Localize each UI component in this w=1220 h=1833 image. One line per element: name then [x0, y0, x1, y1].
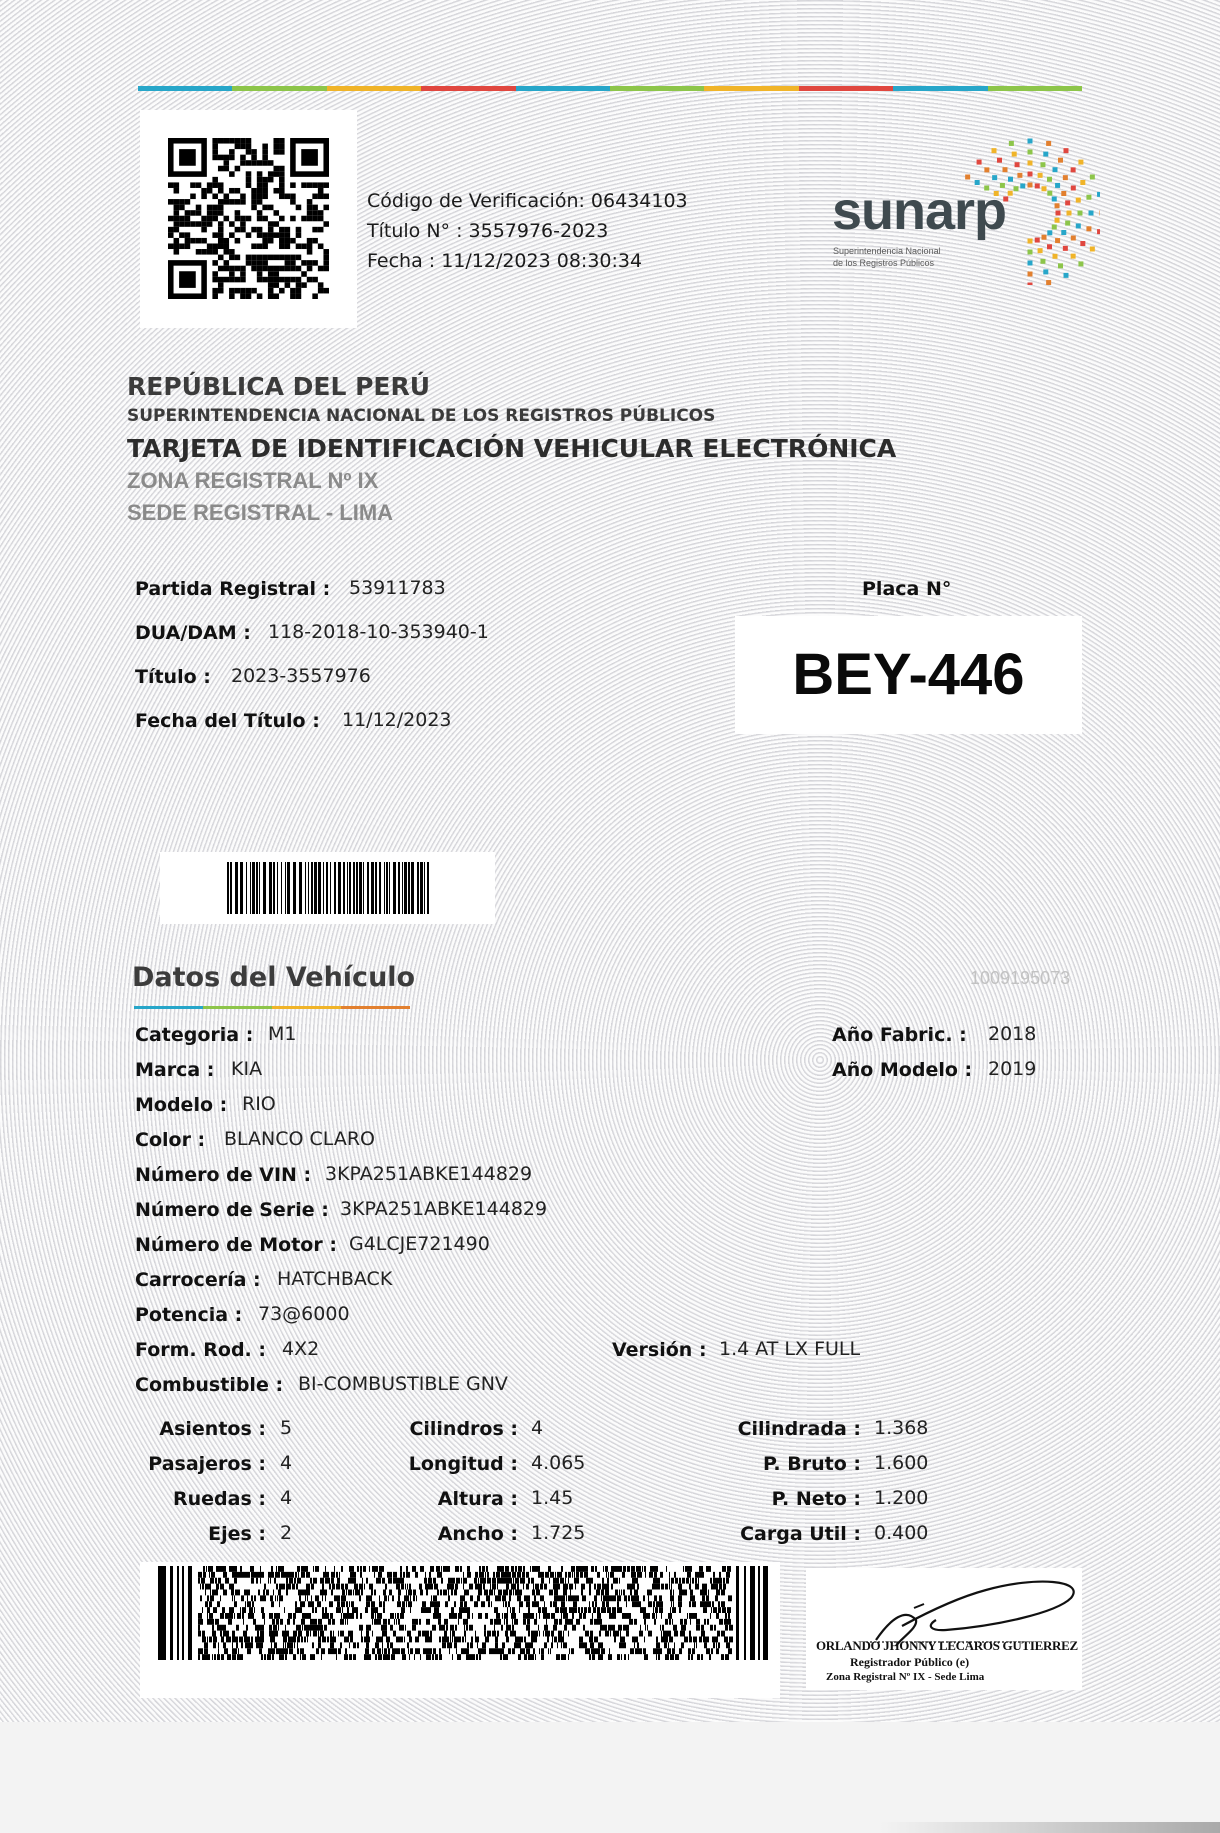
- asientos-label: Asientos :: [159, 1418, 266, 1440]
- carroceria-value: HATCHBACK: [277, 1268, 393, 1290]
- carga-util-label: Carga Util :: [740, 1523, 861, 1545]
- titulo-value: 2023-3557976: [231, 665, 371, 687]
- qr-code-icon: [168, 138, 329, 299]
- sunarp-logo-wordmark: sunarp: [832, 181, 1007, 241]
- stripe-segment: [232, 86, 326, 91]
- partida-value: 53911783: [349, 577, 446, 599]
- ano-modelo-value: 2019: [988, 1058, 1037, 1080]
- logo-sub-line-1: Superintendencia Nacional: [833, 246, 941, 256]
- ruedas-label: Ruedas :: [173, 1488, 266, 1510]
- pasajeros-label: Pasajeros :: [148, 1453, 266, 1475]
- stripe-segment: [421, 86, 515, 91]
- pasajeros-value: 4: [280, 1452, 293, 1474]
- cilindros-value: 4: [531, 1417, 544, 1439]
- marca-value: KIA: [231, 1058, 263, 1080]
- modelo-value: RIO: [242, 1093, 276, 1115]
- serie-value: 3KPA251ABKE144829: [340, 1198, 548, 1220]
- version-value: 1.4 AT LX FULL: [719, 1338, 861, 1360]
- categoria-label: Categoria :: [135, 1024, 254, 1046]
- barcode-icon: [227, 862, 429, 914]
- p-neto-label: P. Neto :: [771, 1488, 861, 1510]
- p-neto-value: 1.200: [874, 1487, 929, 1509]
- placa-label: Placa N°: [862, 578, 952, 600]
- verification-title-number: Título N° : 3557976-2023: [367, 220, 609, 242]
- serie-label: Número de Serie :: [135, 1199, 329, 1221]
- fecha-titulo-label: Fecha del Título :: [135, 710, 320, 732]
- ejes-label: Ejes :: [208, 1523, 266, 1545]
- datos-title: Datos del Vehículo: [132, 962, 416, 993]
- page-bottom-margin: [0, 1722, 1220, 1833]
- partida-label: Partida Registral :: [135, 578, 331, 600]
- potencia-label: Potencia :: [135, 1304, 243, 1326]
- ancho-value: 1.725: [531, 1522, 586, 1544]
- signer-role: Registrador Público (e): [850, 1655, 970, 1669]
- stripe-segment: [327, 86, 421, 91]
- version-label: Versión :: [612, 1339, 707, 1361]
- signer-zone: Zona Registral Nº IX - Sede Lima: [826, 1671, 985, 1683]
- header-republica: REPÚBLICA DEL PERÚ: [127, 372, 431, 401]
- ancho-label: Ancho :: [437, 1523, 518, 1545]
- stripe-segment: [988, 86, 1082, 91]
- sunarp-logo-subtitle: [833, 245, 941, 269]
- motor-value: G4LCJE721490: [349, 1233, 490, 1255]
- signature-panel: [806, 1568, 1082, 1690]
- cilindros-label: Cilindros :: [409, 1418, 518, 1440]
- stripe-segment: [138, 86, 232, 91]
- combustible-label: Combustible :: [135, 1374, 284, 1396]
- potencia-value: 73@6000: [258, 1303, 350, 1325]
- logo-sub-line-2: de los Registros Públicos: [833, 258, 935, 268]
- longitud-value: 4.065: [531, 1452, 586, 1474]
- color-label: Color :: [135, 1129, 206, 1151]
- pdf417-barcode-panel: [140, 1562, 780, 1698]
- formrod-label: Form. Rod. :: [135, 1339, 266, 1361]
- stripe-segment: [704, 86, 798, 91]
- color-value: BLANCO CLARO: [224, 1128, 375, 1150]
- signer-name: ORLANDO JHONNY LECAROS GUTIERREZ: [816, 1638, 1078, 1653]
- categoria-value: M1: [268, 1023, 297, 1045]
- serial-number: 1009195073: [970, 968, 1071, 988]
- fecha-titulo-value: 11/12/2023: [342, 709, 452, 731]
- cilindrada-value: 1.368: [874, 1417, 929, 1439]
- ejes-value: 2: [280, 1522, 293, 1544]
- p-bruto-label: P. Bruto :: [763, 1453, 861, 1475]
- barcode-panel: [160, 852, 495, 924]
- header-sede: SEDE REGISTRAL - LIMA: [127, 500, 394, 525]
- carga-util-value: 0.400: [874, 1522, 929, 1544]
- verification-date: Fecha : 11/12/2023 08:30:34: [367, 250, 643, 272]
- titulo-label: Título :: [135, 666, 211, 688]
- stripe-segment: [610, 86, 704, 91]
- header-superintendencia: SUPERINTENDENCIA NACIONAL DE LOS REGISTROS PÚBLICOS: [127, 406, 716, 426]
- ano-fabric-value: 2018: [988, 1023, 1037, 1045]
- dua-label: DUA/DAM :: [135, 622, 251, 644]
- stripe-segment: [893, 86, 987, 91]
- asientos-value: 5: [280, 1417, 293, 1439]
- cilindrada-label: Cilindrada :: [737, 1418, 861, 1440]
- qr-code-panel: [140, 110, 357, 328]
- stripe-segment: [516, 86, 610, 91]
- plate-number: BEY-446: [792, 642, 1025, 707]
- carroceria-label: Carrocería :: [135, 1269, 261, 1291]
- p-bruto-value: 1.600: [874, 1452, 929, 1474]
- motor-label: Número de Motor :: [135, 1234, 337, 1256]
- datos-title-underline: [134, 1006, 410, 1009]
- ano-fabric-label: Año Fabric. :: [832, 1024, 967, 1046]
- vin-value: 3KPA251ABKE144829: [325, 1163, 533, 1185]
- longitud-label: Longitud :: [408, 1453, 518, 1475]
- page-bottom-shadow: [880, 1822, 1220, 1833]
- altura-value: 1.45: [531, 1487, 574, 1509]
- modelo-label: Modelo :: [135, 1094, 228, 1116]
- vin-label: Número de VIN :: [135, 1164, 312, 1186]
- altura-label: Altura :: [437, 1488, 518, 1510]
- verification-code: Código de Verificación: 06434103: [367, 190, 688, 212]
- combustible-value: BI-COMBUSTIBLE GNV: [298, 1373, 508, 1395]
- header-zona: ZONA REGISTRAL Nº IX: [127, 468, 379, 493]
- plate-panel: [735, 616, 1082, 734]
- stripe-segment: [799, 86, 893, 91]
- header-tarjeta: TARJETA DE IDENTIFICACIÓN VEHICULAR ELECTRÓNICA: [127, 434, 897, 463]
- marca-label: Marca :: [135, 1059, 215, 1081]
- pdf417-barcode-icon: [158, 1566, 768, 1660]
- formrod-value: 4X2: [282, 1338, 320, 1360]
- dua-value: 118-2018-10-353940-1: [268, 621, 489, 643]
- ano-modelo-label: Año Modelo :: [832, 1059, 973, 1081]
- ruedas-value: 4: [280, 1487, 293, 1509]
